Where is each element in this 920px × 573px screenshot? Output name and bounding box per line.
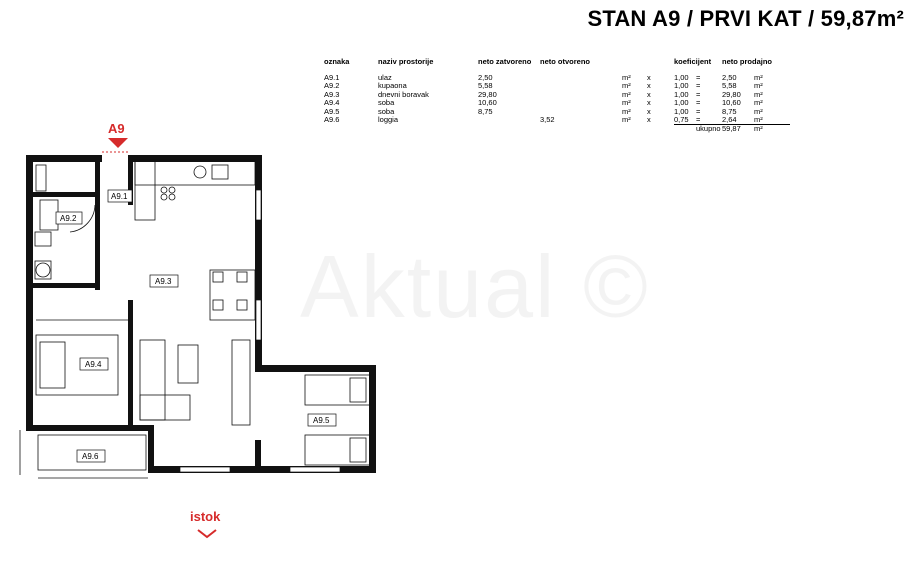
cell-unit2: m²	[754, 115, 763, 125]
room-label-a92: A9.2	[60, 214, 77, 223]
cell-unit: m²	[622, 89, 631, 99]
header-neto-prodajno: neto prodajno	[722, 57, 772, 66]
cell-code: A9.5	[324, 106, 340, 116]
cell-name: soba	[378, 98, 395, 108]
bed-a94	[36, 320, 128, 395]
cell-name: dnevni boravak	[378, 89, 429, 99]
cell-sale: 5,58	[722, 81, 737, 91]
cell-eq: =	[696, 98, 701, 108]
total-unit: m²	[754, 125, 790, 134]
entrance-arrow-icon	[108, 138, 128, 148]
cell-eq: =	[696, 81, 701, 91]
cell-coef: 1,00	[674, 89, 689, 99]
room-label-a94: A9.4	[85, 360, 102, 369]
cell-unit2: m²	[754, 98, 763, 108]
cell-eq: =	[696, 73, 701, 82]
room-label-a93: A9.3	[155, 277, 172, 286]
page-title: STAN A9 / PRVI KAT / 59,87m²	[587, 6, 904, 31]
cell-name: ulaz	[378, 73, 392, 82]
orientation-label: istok	[190, 509, 221, 524]
cell-unit2: m²	[754, 81, 763, 91]
cell-sale: 10,60	[722, 98, 741, 108]
kitchen-fixtures	[135, 160, 255, 220]
dining-set	[210, 270, 255, 320]
room-label-a96: A9.6	[82, 452, 99, 461]
cell-sale: 29,80	[722, 89, 741, 99]
cell-unit: m²	[622, 73, 631, 82]
cell-code: A9.2	[324, 81, 340, 91]
room-label-a95: A9.5	[313, 416, 330, 425]
cell-coef: 1,00	[674, 81, 689, 91]
header-neto-zatvoreno: neto zatvoreno	[478, 57, 532, 66]
cell-coef: 1,00	[674, 98, 689, 108]
cell-name: kupaona	[378, 81, 407, 91]
cell-eq: =	[696, 115, 701, 125]
cell-closed: 10,60	[478, 98, 497, 108]
cell-unit: m²	[622, 106, 631, 116]
room-label-a91: A9.1	[111, 192, 128, 201]
orientation-chevron-icon	[198, 530, 216, 537]
cell-unit2: m²	[754, 73, 763, 82]
cell-name: loggia	[378, 115, 399, 125]
cell-x: x	[647, 89, 651, 99]
cell-x: x	[647, 81, 651, 91]
cell-code: A9.1	[324, 73, 340, 82]
cell-closed: 5,58	[478, 81, 493, 91]
cell-x: x	[647, 115, 651, 125]
cell-eq: =	[696, 106, 701, 116]
sofa	[140, 340, 250, 425]
total-value: 59,87	[722, 125, 754, 134]
header-oznaka: oznaka	[324, 57, 350, 66]
cell-coef: 1,00	[674, 106, 689, 116]
cell-code: A9.6	[324, 115, 340, 125]
cell-open: 3,52	[540, 115, 555, 125]
cell-name: soba	[378, 106, 395, 116]
cell-x: x	[647, 73, 651, 82]
cell-closed: 8,75	[478, 106, 493, 116]
cell-unit: m²	[622, 81, 631, 91]
cell-closed: 2,50	[478, 73, 493, 82]
cell-sale: 8,75	[722, 106, 737, 116]
cell-x: x	[647, 106, 651, 116]
cell-code: A9.3	[324, 89, 340, 99]
cell-unit2: m²	[754, 106, 763, 116]
cell-unit2: m²	[754, 89, 763, 99]
cell-sale: 2,64	[722, 115, 737, 125]
header-koeficijent: koeficijent	[674, 57, 712, 66]
cell-coef: 1,00	[674, 73, 689, 82]
entrance-label: A9	[108, 121, 125, 136]
cell-coef: 0,75	[674, 115, 689, 125]
cell-unit: m²	[622, 115, 631, 125]
cell-x: x	[647, 98, 651, 108]
cell-code: A9.4	[324, 98, 340, 108]
header-neto-otvoreno: neto otvoreno	[540, 57, 590, 66]
header-naziv: naziv prostorije	[378, 57, 434, 66]
cell-closed: 29,80	[478, 89, 497, 99]
total-label: ukupno	[696, 124, 721, 134]
cell-eq: =	[696, 89, 701, 99]
cell-sale: 2,50	[722, 73, 737, 82]
cell-unit: m²	[622, 98, 631, 108]
